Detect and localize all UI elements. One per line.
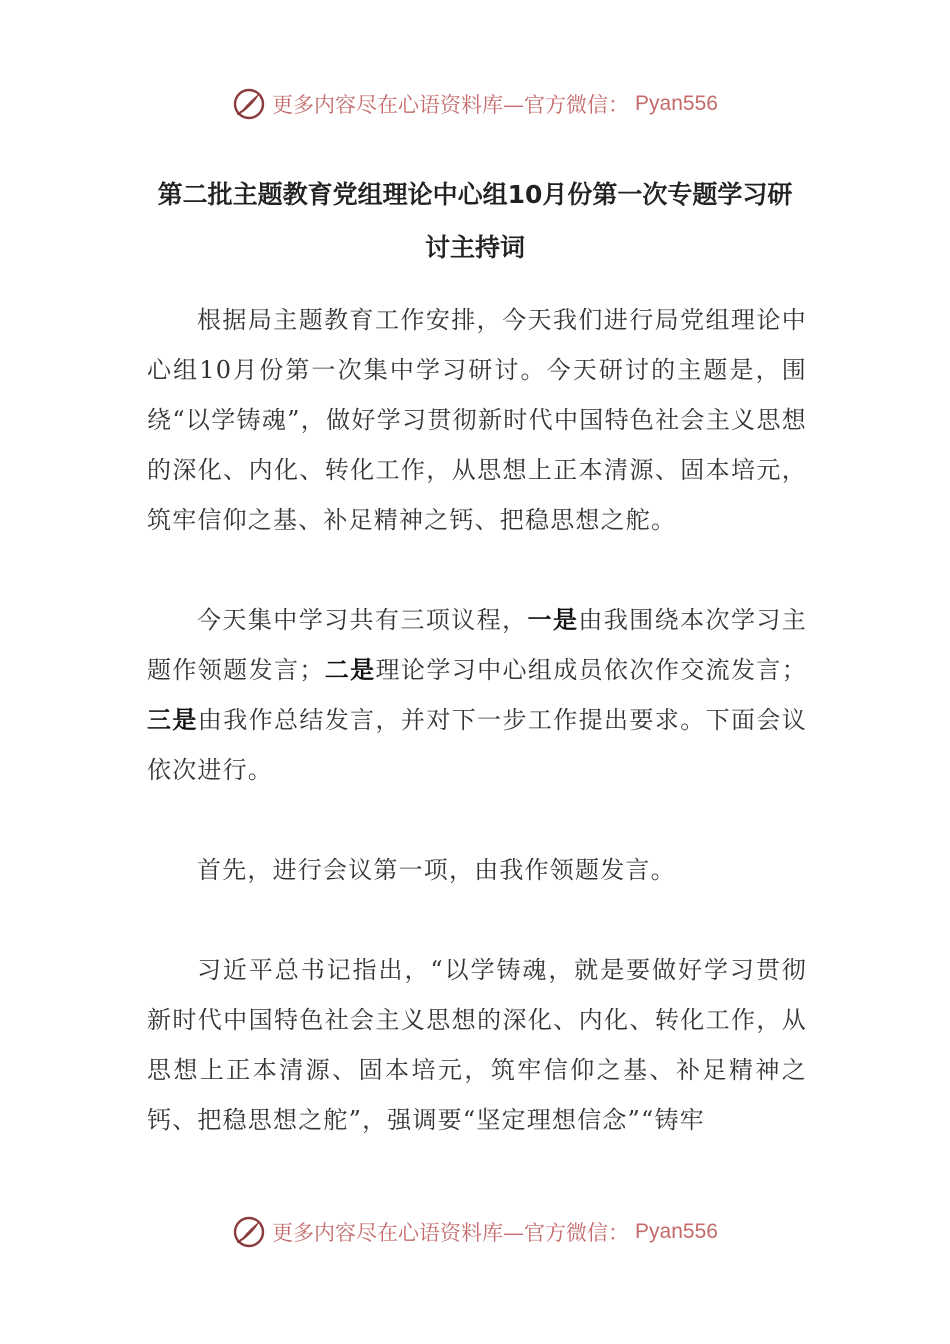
agenda-item3-label: 三是 — [147, 706, 198, 734]
agenda-item3-text: 由我作总结发言，并对下一步工作提出要求。下面会议依次进行。 — [147, 706, 807, 784]
agenda-item2-text: 理论学习中心组成员依次作交流发言； — [375, 656, 807, 684]
watermark-wechat-id: Pyan556 — [635, 1220, 718, 1243]
agenda-intro: 今天集中学习共有三项议程， — [197, 606, 528, 634]
watermark-text: 更多内容尽在心语资料库—官方微信： — [272, 1221, 630, 1245]
title-line-1: 第二批主题教育党组理论中心组10月份第一次专题学习研 — [157, 180, 793, 209]
agenda-item1-label: 一是 — [527, 606, 579, 634]
document-title — [140, 168, 810, 274]
footer-watermark — [0, 1210, 950, 1254]
agenda-item2-label: 二是 — [324, 656, 376, 684]
paragraph-quote: 习近平总书记指出，“以学铸魂，就是要做好学习贯彻新时代中国特色社会主义思想的深化、内化、转化工作，从思想上正本清源、固本培元，筑牢信仰之基、补足精神之钙、把稳思想之舵”，强调要“坚定理想信念”“铸牢 — [147, 956, 807, 1134]
paragraph-agenda — [147, 595, 807, 795]
title-line-2: 讨主持词 — [424, 233, 525, 262]
quill-logo-icon — [232, 87, 266, 121]
quill-logo-icon — [232, 1215, 266, 1249]
paragraph-first-item: 首先，进行会议第一项，由我作领题发言。 — [197, 856, 676, 884]
watermark-wechat-id: Pyan556 — [635, 92, 718, 115]
document-body — [147, 295, 807, 1195]
watermark-text: 更多内容尽在心语资料库—官方微信： — [272, 93, 630, 117]
paragraph-intro: 根据局主题教育工作安排，今天我们进行局党组理论中心组10月份第一次集中学习研讨。今天研讨的主题是，围绕“以学铸魂”，做好学习贯彻新时代中国特色社会主义思想的深化、内化、转化工作，从思想上正本清源、固本培元，筑牢信仰之基、补足精神之钙、把稳思想之舵。 — [147, 306, 807, 534]
agenda-item1-text: 由我围绕本次学习主题作领题发言； — [147, 606, 807, 684]
header-watermark — [0, 82, 950, 126]
